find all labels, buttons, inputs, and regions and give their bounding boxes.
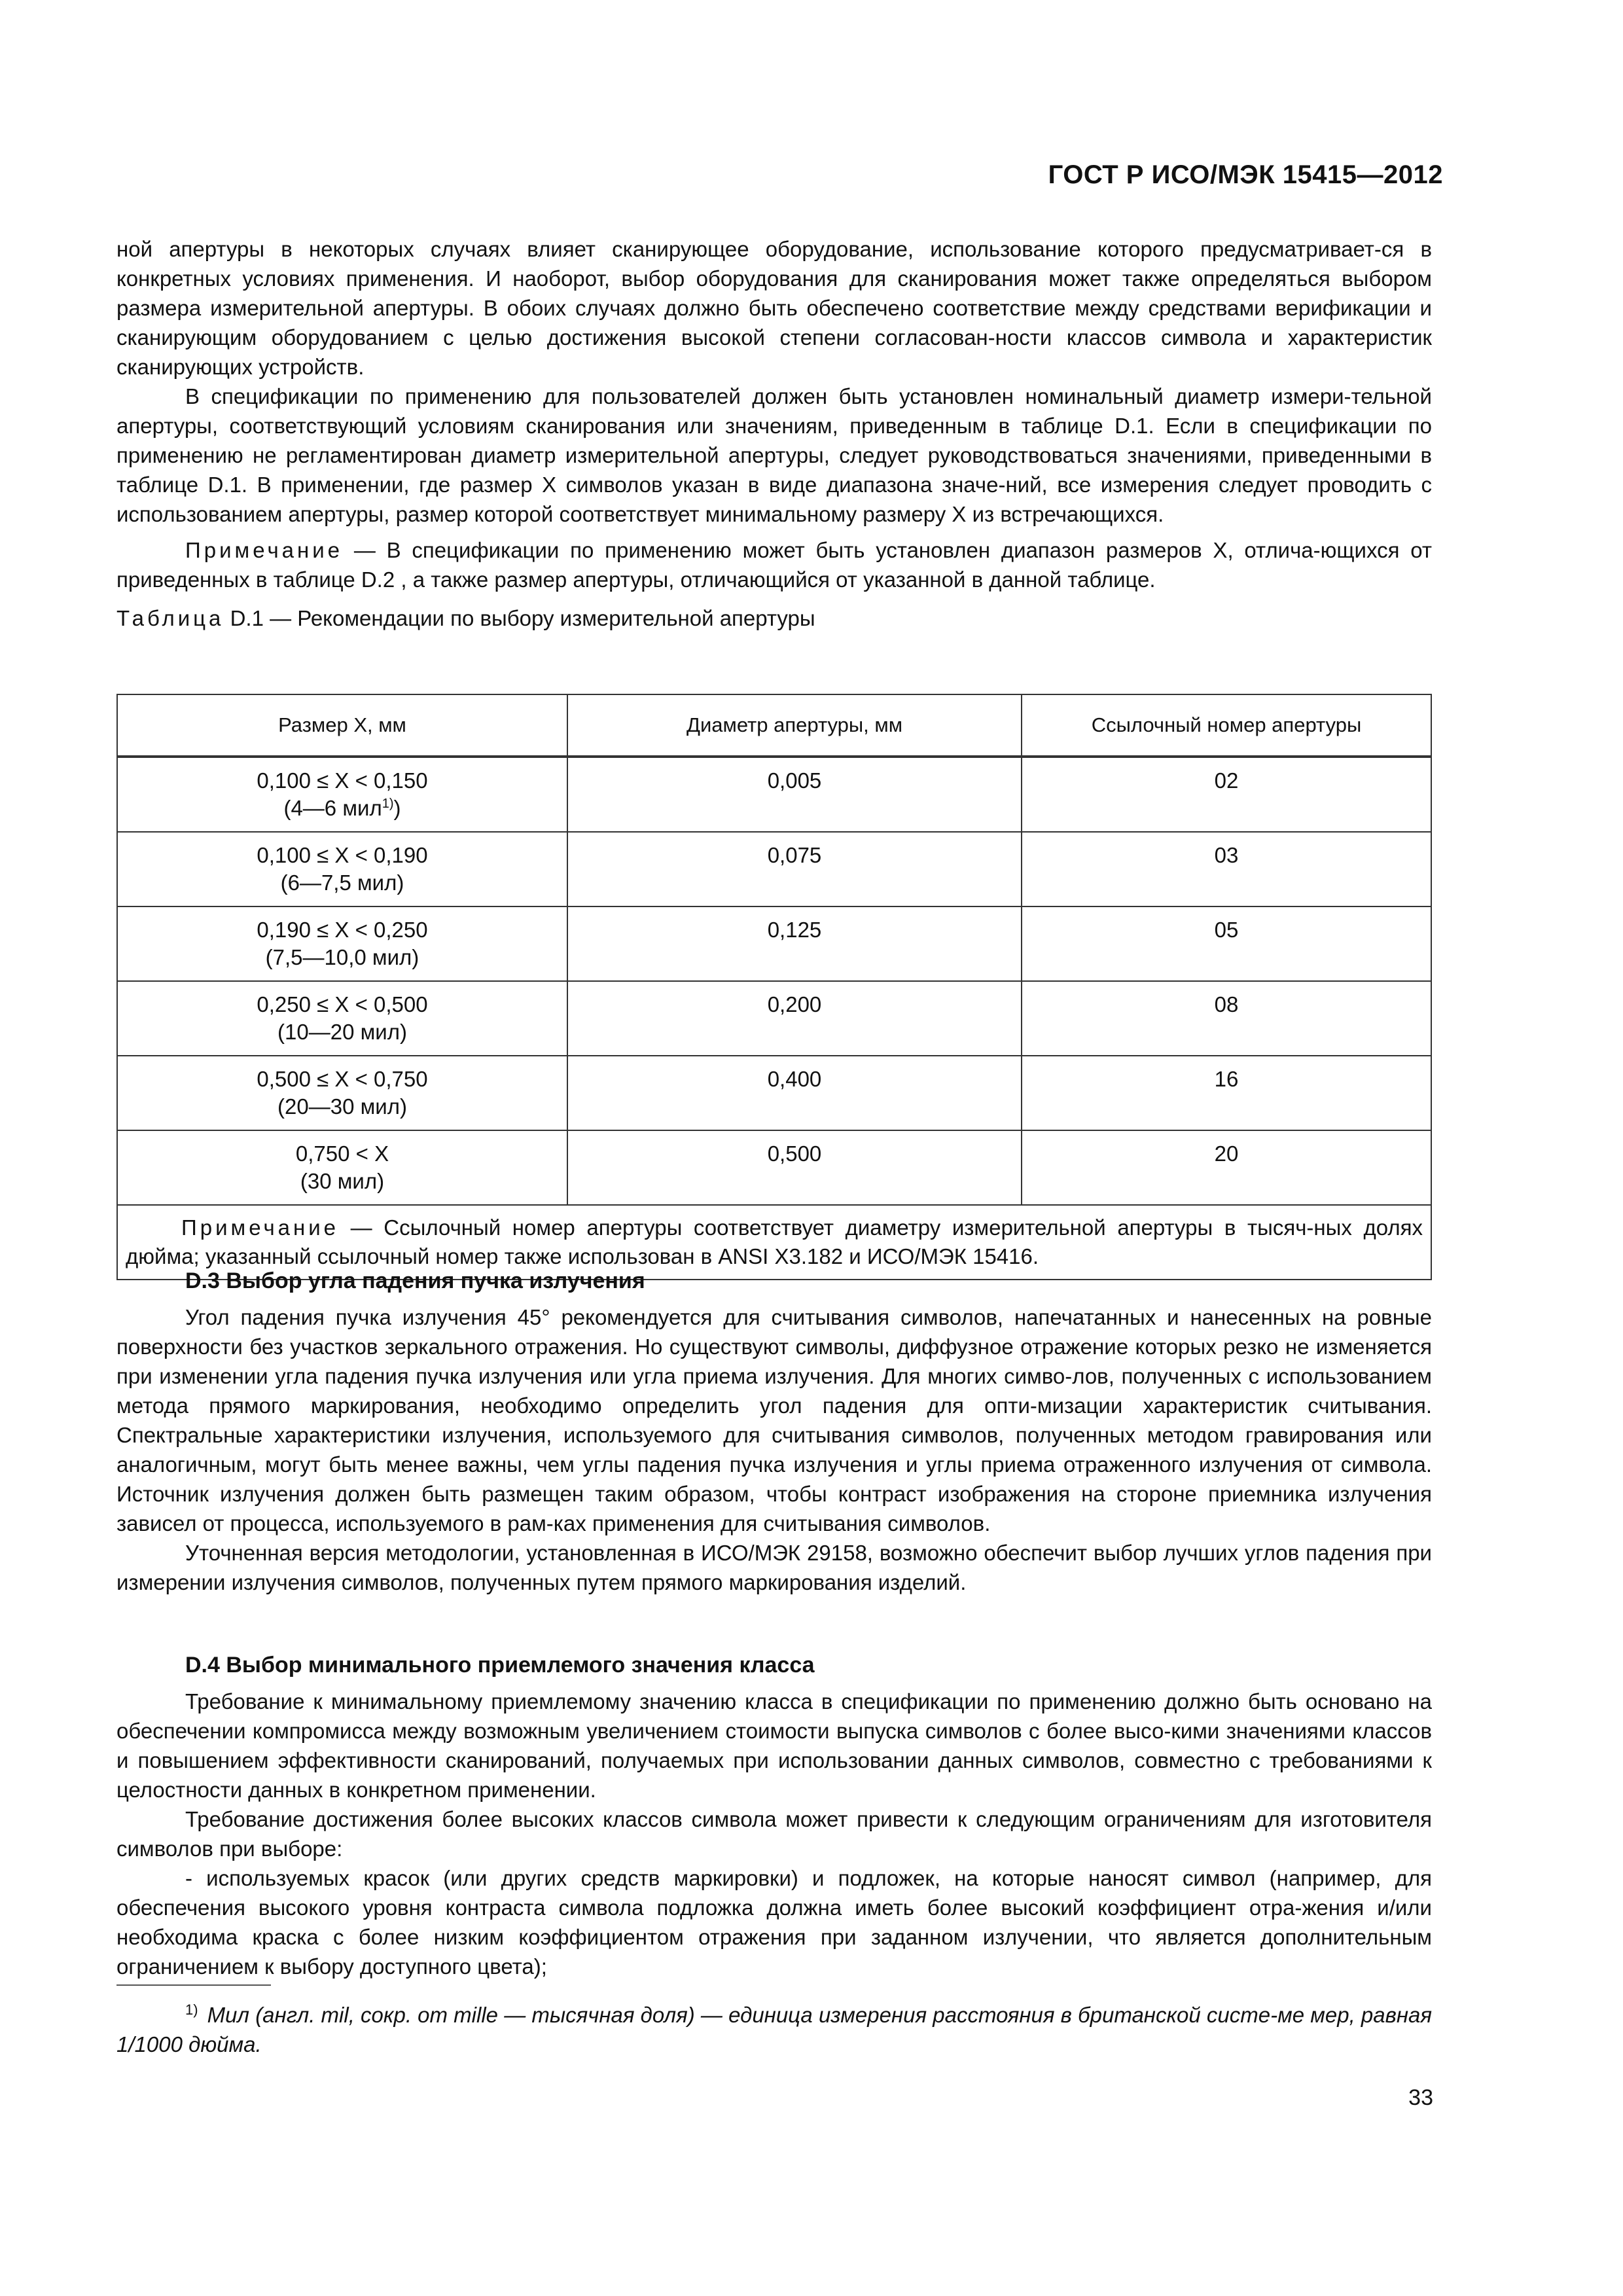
paragraph: Уточненная версия методологии, установленная в ИСО/МЭК 29158, возможно обеспечит выбор лучших углов падения при измерении излучения символов, полученных путем прямого маркирования изделий. bbox=[116, 1541, 1432, 1594]
diameter-cell: 0,400 bbox=[567, 1056, 1022, 1130]
paragraph: ной апертуры в некоторых случаях влияет сканирующее оборудование, использование которого предусматривает-ся в конкретных условиях применения. И наоборот, выбор оборудования для сканирования может также определяться выбором размера измерительной апертуры. В обоих случаях должно быть обеспечено соответствие между средствами верификации и сканирующим оборудованием с целью достижения высокой степени согласован-ности классов символа и характеристик сканирующих устройств. bbox=[116, 237, 1432, 379]
footnote bbox=[116, 1995, 1432, 2059]
size-mil-end: ) bbox=[393, 796, 401, 820]
note-label: Примечание bbox=[185, 538, 344, 562]
size-cell bbox=[117, 981, 567, 1056]
size-range: 0,190 ≤ X < 0,250 bbox=[257, 918, 428, 942]
note-label: Примечание bbox=[181, 1215, 340, 1240]
diameter-cell: 0,200 bbox=[567, 981, 1022, 1056]
table-row bbox=[117, 981, 1431, 1056]
section-d3 bbox=[116, 1266, 1432, 1597]
size-mil: (7,5—10,0 мил) bbox=[265, 945, 419, 969]
table-row bbox=[117, 1130, 1431, 1205]
size-mil: (4—6 мил bbox=[283, 796, 382, 820]
size-cell bbox=[117, 832, 567, 906]
note-text: — В спецификации по применению может быть установлен диапазон размеров X, отлича-ющихся от приведенных в таблице D.2 , а также размер апертуры, отличающийся от указанной в данной таблице. bbox=[116, 538, 1432, 592]
footnote-divider bbox=[116, 1984, 271, 1986]
ref-cell: 16 bbox=[1022, 1056, 1431, 1130]
standard-header: ГОСТ Р ИСО/МЭК 15415—2012 bbox=[1048, 160, 1443, 189]
page-number: 33 bbox=[1408, 2085, 1433, 2110]
footnote-text: Мил (англ. mil, сокр. от mille — тысячная доля) — единица измерения расстояния в британской систе-ме мер, равная 1/1000 дюйма. bbox=[116, 2003, 1432, 2056]
paragraph: Требование к минимальному приемлемому значению класса в спецификации по применению должно быть основано на обеспечении компромисса между возможным увеличением стоимости выпуска символов с более высо-кими значениями классов и повышением эффективности сканирований, получаемых при использовании данных символов, совместно с требованиями к целостности данных в конкретном применении. bbox=[116, 1689, 1432, 1802]
aperture-table bbox=[116, 694, 1432, 1280]
footnote-mark: 1) bbox=[185, 2001, 198, 2018]
table-caption-text: D.1 — Рекомендации по выбору измерительной апертуры bbox=[230, 606, 815, 630]
paragraph: Угол падения пучка излучения 45° рекомендуется для считывания символов, напечатанных и нанесенных на ровные поверхности без участков зеркального отражения. Но существуют символы, диффузное отражение которых резко не изменяется при изменении угла падения пучка излучения или угла приема излучения. Для многих симво-лов, полученных с использованием метода прямого маркирования, необходимо определить угол падения для опти-мизации характеристик считывания. Спектральные характеристики излучения, используемого для считывания символов, полученных методом гравирования или аналогичным, могут быть менее важны, чем углы падения пучка излучения и углы приема отраженного излучения от символа. Источник излучения должен быть размещен таким образом, чтобы контраст изображения на стороне приемника излучения зависел от процесса, используемого в рам-ках применения для считывания символов. bbox=[116, 1305, 1432, 1535]
diameter-cell: 0,075 bbox=[567, 832, 1022, 906]
size-mil: (30 мил) bbox=[300, 1169, 385, 1193]
size-range: 0,250 ≤ X < 0,500 bbox=[257, 992, 428, 1016]
footnote-ref[interactable]: 1) bbox=[382, 797, 394, 811]
ref-cell: 03 bbox=[1022, 832, 1431, 906]
diameter-cell: 0,500 bbox=[567, 1130, 1022, 1205]
size-cell bbox=[117, 1130, 567, 1205]
size-range: 0,100 ≤ X < 0,190 bbox=[257, 843, 428, 867]
table-caption-label: Таблица bbox=[116, 606, 224, 630]
section-title: D.4 Выбор минимального приемлемого значения класса bbox=[185, 1653, 815, 1677]
table-header-row bbox=[117, 694, 1431, 757]
size-cell bbox=[117, 757, 567, 832]
ref-cell: 05 bbox=[1022, 906, 1431, 981]
table-row bbox=[117, 906, 1431, 981]
column-header: Размер X, мм bbox=[117, 694, 567, 757]
ref-cell: 20 bbox=[1022, 1130, 1431, 1205]
table-row bbox=[117, 832, 1431, 906]
table-caption bbox=[116, 603, 1432, 633]
size-cell bbox=[117, 1056, 567, 1130]
column-header: Диаметр апертуры, мм bbox=[567, 694, 1022, 757]
size-range: 0,100 ≤ X < 0,150 bbox=[257, 768, 428, 793]
paragraph: В спецификации по применению для пользователей должен быть установлен номинальный диаметр измери-тельной апертуры, соответствующий условиям сканирования или значениям, приведенным в таблице D.1. Если в спецификации по применению не регламентирован диаметр измерительной апертуры, следует руководствоваться значениями, приведенными в таблице D.1. В применении, где размер X символов указан в виде диапазона значе-ний, все измерения следует проводить с использованием апертуры, размер которой соответствует минимальному размеру X из встречающихся. bbox=[116, 384, 1432, 526]
list-item: - используемых красок (или других средств маркировки) и подложек, на которые наносят символ (например, для обеспечения высокого уровня контраста символа подложка должна иметь более высокий коэффициент отра-жения и/или необходима краска с более низким коэффициентом отражения при заданном излучении, что является дополнительным ограничением к выбору доступного цвета); bbox=[116, 1866, 1432, 1979]
table-row bbox=[117, 1056, 1431, 1130]
note bbox=[116, 535, 1432, 594]
section-title: D.3 Выбор угла падения пучка излучения bbox=[185, 1268, 645, 1293]
intro-section bbox=[116, 234, 1432, 633]
size-range: 0,500 ≤ X < 0,750 bbox=[257, 1067, 428, 1091]
diameter-cell: 0,125 bbox=[567, 906, 1022, 981]
size-cell bbox=[117, 906, 567, 981]
paragraph: Требование достижения более высоких классов символа может привести к следующим ограничениям для изготовителя символов при выборе: bbox=[116, 1807, 1432, 1861]
note-text: — Ссылочный номер апертуры соответствует диаметру измерительной апертуры в тысяч-ных долях дюйма; указанный ссылочный номер также использован в ANSI X3.182 и ИСО/МЭК 15416. bbox=[126, 1215, 1423, 1268]
section-d4 bbox=[116, 1651, 1432, 1981]
table-row bbox=[117, 757, 1431, 832]
diameter-cell: 0,005 bbox=[567, 757, 1022, 832]
size-mil: (20—30 мил) bbox=[277, 1094, 407, 1119]
ref-cell: 02 bbox=[1022, 757, 1431, 832]
ref-cell: 08 bbox=[1022, 981, 1431, 1056]
size-mil: (6—7,5 мил) bbox=[280, 870, 404, 895]
column-header: Ссылочный номер апертуры bbox=[1022, 694, 1431, 757]
size-range: 0,750 < X bbox=[295, 1141, 389, 1166]
size-mil: (10—20 мил) bbox=[277, 1020, 407, 1044]
